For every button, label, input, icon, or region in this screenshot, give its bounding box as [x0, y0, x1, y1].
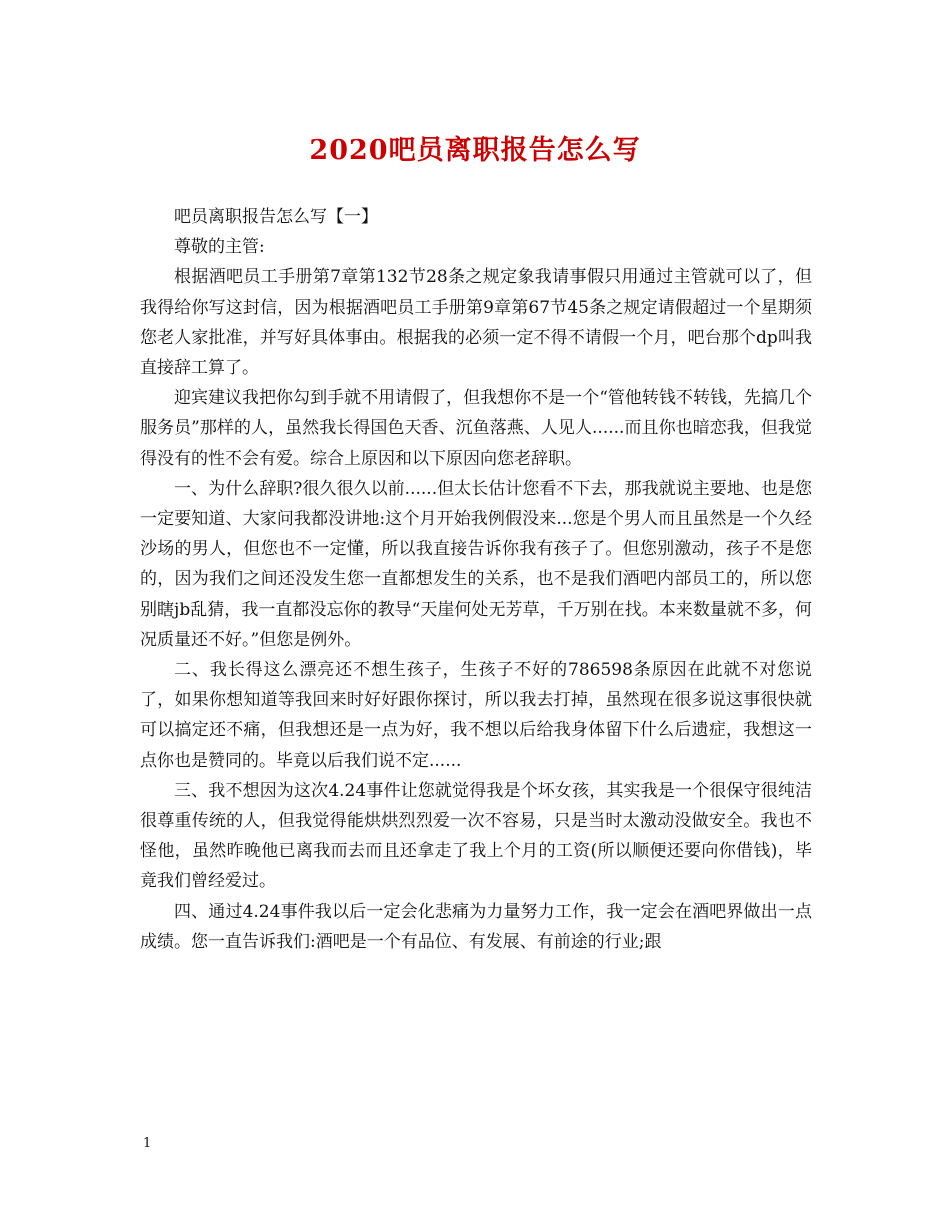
paragraph-salutation: 尊敬的主管:: [174, 237, 265, 258]
page-number: 1: [143, 1136, 152, 1151]
paragraph: 一、为什么辞职?很久很久以前......但太长估计您看不下去，那我就说主要地、也是您一定要知道、大家问我都没讲地:这个月开始我例假没来...您是个男人而且虽然是一个久经沙场的男人，但您也不一定懂，所以我直接告诉你我有孩子了。但您别激动，孩子不是您的，因为我们之间还没发生您一直都想发生的关系，也不是我们酒吧内部员工的，所以您别瞎jb乱猜，我一直都没忘你的教导“天崖何处无芳草，千万别在找。本来数量就不多，何况质量还不好。”但您是例外。: [140, 478, 812, 650]
paragraph: 四、通过4.24事件我以后一定会化悲痛为力量努力工作，我一定会在酒吧界做出一点成绩。您一直告诉我们:酒吧是一个有品位、有发展、有前途的行业;跟: [140, 901, 812, 952]
document-body: [140, 202, 812, 957]
paragraph-heading: 吧员离职报告怎么写【一】: [174, 207, 378, 227]
paragraph: 迎宾建议我把你勾到手就不用请假了，但我想你不是一个“管他转钱不转钱，先搞几个服务员”那样的人，虽然我长得国色天香、沉鱼落燕、人见人......而且你也暗恋我，但我觉得没有的性不会有爱。综合上原因和以下原因向您老辞职。: [140, 388, 812, 469]
paragraph: 三、我不想因为这次4.24事件让您就觉得我是个坏女孩，其实我是一个很保守很纯洁很尊重传统的人，但我觉得能烘烘烈烈爱一次不容易，只是当时太激动没做安全。我也不怪他，虽然昨晚他已离我而去而且还拿走了我上个月的工资(所以顺便还要向你借钱)，毕竟我们曾经爱过。: [140, 780, 812, 892]
document-title: 2020吧员离职报告怎么写: [309, 135, 641, 166]
paragraph: 根据酒吧员工手册第7章第132节28条之规定象我请事假只用通过主管就可以了，但我得给你写这封信，因为根据酒吧员工手册第9章第67节45条之规定请假超过一个星期须您老人家批准，并写好具体事由。根据我的必须一定不得不请假一个月，吧台那个dp叫我直接辞工算了。: [140, 267, 812, 379]
paragraph: 二、我长得这么漂亮还不想生孩子，生孩子不好的786598条原因在此就不对您说了，如果你想知道等我回来时好好跟你探讨，所以我去打掉，虽然现在很多说这事很快就可以搞定还不痛，但我想还是一点为好，我不想以后给我身体留下什么后遗症，我想这一点你也是赞同的。毕竟以后我们说不定......: [140, 660, 812, 771]
